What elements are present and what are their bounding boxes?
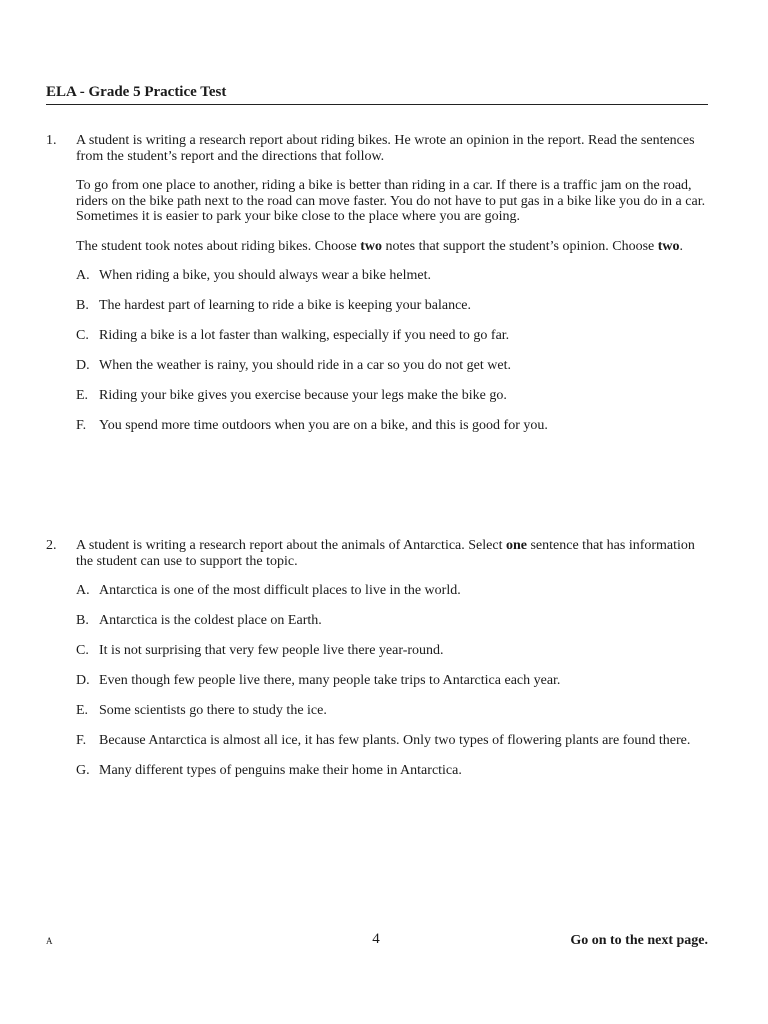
option-text: Because Antarctica is almost all ice, it has few plants. Only two types of flowering plants are found there. xyxy=(99,733,691,748)
answer-option-d[interactable] xyxy=(76,358,708,374)
answer-option-e[interactable] xyxy=(76,388,708,404)
option-letter: F. xyxy=(76,418,87,433)
option-letter: C. xyxy=(76,643,89,658)
answer-option-g[interactable] xyxy=(76,763,708,779)
option-text: Riding a bike is a lot faster than walking, especially if you need to go far. xyxy=(99,328,510,343)
option-text: You spend more time outdoors when you are on a bike, and this is good for you. xyxy=(99,418,548,433)
option-letter: C. xyxy=(76,328,89,343)
intro-text: sentence that has information the student can use to support the topic. xyxy=(76,538,695,569)
prompt-text: . xyxy=(679,238,684,254)
option-text: Even though few people live there, many people take trips to Antarctica each year. xyxy=(99,673,561,688)
option-text: Some scientists go there to study the ice. xyxy=(99,703,327,718)
option-letter: D. xyxy=(76,673,90,688)
question-prompt xyxy=(76,239,708,255)
answer-option-c[interactable] xyxy=(76,328,708,344)
option-text: When the weather is rainy, you should ride in a car so you do not get wet. xyxy=(99,358,511,373)
form-mark: A xyxy=(46,936,53,946)
option-text: Many different types of penguins make their home in Antarctica. xyxy=(99,763,462,778)
option-text: It is not surprising that very few people live there year-round. xyxy=(99,643,444,658)
intro-emphasis: one xyxy=(505,538,527,553)
option-letter: E. xyxy=(76,703,89,718)
prompt-emphasis: two xyxy=(657,238,680,254)
intro-text: A student is writing a research report about the animals of Antarctica. Select xyxy=(76,538,506,553)
option-text: Antarctica is the coldest place on Earth. xyxy=(99,613,322,628)
answer-option-f[interactable] xyxy=(76,418,708,434)
question-intro: A student is writing a research report about riding bikes. He wrote an opinion in the report. Read the sentences from the student’s report and the directions that follow. xyxy=(76,133,695,164)
option-letter: B. xyxy=(76,298,89,313)
question-intro xyxy=(76,538,708,569)
option-text: The hardest part of learning to ride a bike is keeping your balance. xyxy=(99,298,472,313)
answer-option-f[interactable] xyxy=(76,733,708,749)
continue-notice: Go on to the next page. xyxy=(570,933,708,948)
question-number: 2. xyxy=(46,538,57,553)
answer-option-e[interactable] xyxy=(76,703,708,719)
question-1 xyxy=(46,133,708,448)
answer-options xyxy=(76,268,708,434)
question-2 xyxy=(46,538,708,793)
option-letter: D. xyxy=(76,358,90,373)
option-text: When riding a bike, you should always wear a bike helmet. xyxy=(99,268,432,283)
prompt-text: The student took notes about riding bikes. Choose xyxy=(76,238,361,254)
prompt-emphasis: two xyxy=(360,238,383,254)
option-letter: A. xyxy=(76,583,90,598)
option-letter: E. xyxy=(76,388,89,403)
answer-option-a[interactable] xyxy=(76,268,708,284)
question-number: 1. xyxy=(46,133,57,148)
option-letter: F. xyxy=(76,733,87,748)
answer-option-c[interactable] xyxy=(76,643,708,659)
page-title: ELA - Grade 5 Practice Test xyxy=(46,84,708,105)
option-text: Antarctica is one of the most difficult places to live in the world. xyxy=(99,583,461,598)
option-letter: B. xyxy=(76,613,89,628)
prompt-text: notes that support the student’s opinion. Choose xyxy=(382,238,658,254)
option-letter: A. xyxy=(76,268,90,283)
option-letter: G. xyxy=(76,763,90,778)
answer-option-a[interactable] xyxy=(76,583,708,599)
answer-option-b[interactable] xyxy=(76,613,708,629)
page-number: 4 xyxy=(372,931,380,947)
answer-option-d[interactable] xyxy=(76,673,708,689)
answer-option-b[interactable] xyxy=(76,298,708,314)
report-passage: To go from one place to another, riding a bike is better than riding in a car. If there is a traffic jam on the road, riders on the bike path next to the road can move faster. You do not have to put gas in a bike like you do in a car. Sometimes it is easier to park your bike close to the place where you are going. xyxy=(76,178,706,224)
answer-options xyxy=(76,583,708,779)
option-text: Riding your bike gives you exercise because your legs make the bike go. xyxy=(99,388,507,403)
